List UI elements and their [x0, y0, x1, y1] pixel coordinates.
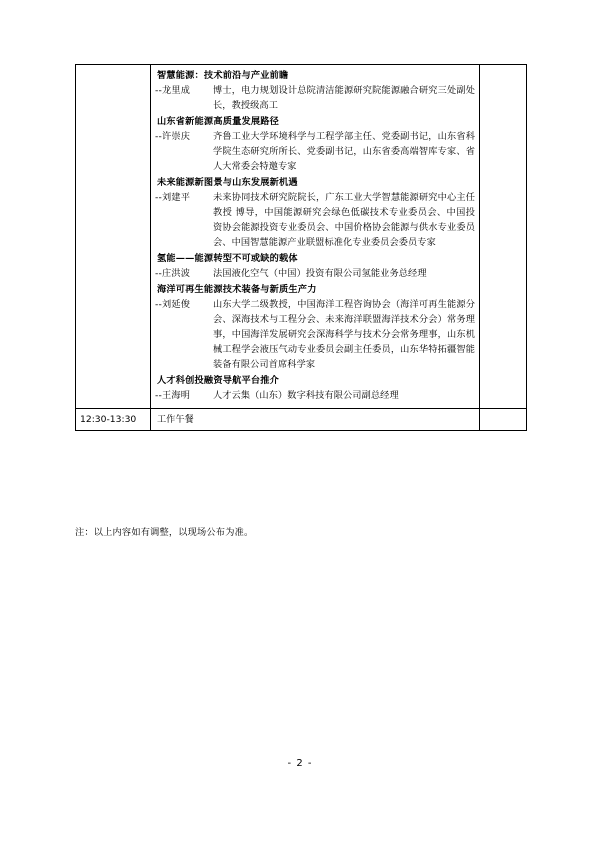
sessions-cell — [151, 65, 480, 409]
time-cell-empty — [76, 65, 151, 409]
speaker-name: --王海明 — [155, 390, 191, 401]
speaker-row — [155, 129, 475, 174]
speaker-description: 未来协同技术研究院院长，广东工业大学智慧能源研究中心主任 教授 博导，中国能源研究会绿色低碳技术专业委员会、中国投资协会能源投资专业委员会、中国价格协会能源与供水专业委员会、中国智慧能源产业联盟标准化专业委员会委员专家 — [213, 192, 475, 248]
speaker-row — [155, 388, 475, 403]
page-number: - 2 - — [287, 758, 313, 769]
session-title: 海洋可再生能源技术装备与新质生产力 — [157, 284, 317, 295]
session-title: 未来能源新图景与山东发展新机遇 — [157, 177, 298, 188]
speaker-name: --庄洪波 — [155, 268, 191, 279]
session-block — [155, 251, 475, 281]
speaker-name: --刘延俊 — [155, 299, 191, 310]
lunch-time: 12:30-13:30 — [80, 414, 137, 425]
session-block — [155, 373, 475, 403]
speaker-name: --刘建平 — [155, 192, 191, 203]
lunch-tail-cell — [480, 409, 527, 431]
speaker-row — [155, 266, 475, 281]
footnote: 注：以上内容如有调整，以现场公布为准。 — [75, 527, 254, 538]
speaker-row — [155, 297, 475, 372]
speaker-description: 人才云集（山东）数字科技有限公司副总经理 — [213, 390, 399, 401]
lunch-label-cell — [151, 409, 480, 431]
session-block — [155, 68, 475, 113]
speaker-name: --龙里成 — [155, 85, 191, 96]
speaker-description: 齐鲁工业大学环境科学与工程学部主任、党委副书记，山东省科学院生态研究所所长、党委副书记，山东省委高端智库专家、省人大常委会特邀专家 — [213, 131, 475, 172]
session-block — [155, 114, 475, 174]
speaker-row — [155, 83, 475, 113]
session-block — [155, 282, 475, 372]
session-title: 氢能——能源转型不可或缺的载体 — [157, 253, 298, 264]
speaker-description: 法国液化空气（中国）投资有限公司氢能业务总经理 — [213, 268, 427, 279]
session-block — [155, 175, 475, 250]
speaker-row — [155, 190, 475, 250]
table-row-lunch — [76, 409, 527, 431]
speaker-description: 山东大学二级教授，中国海洋工程咨询协会（海洋可再生能源分会、深海技术与工程分会、未来海洋联盟海洋技术分会）常务理事，中国海洋发展研究会深海科学与技术分会常务理事，山东机械工程学会液压气动专业委员会副主任委员，山东华特拓疆智能装备有限公司首席科学家 — [213, 299, 475, 370]
speaker-name: --许崇庆 — [155, 131, 191, 142]
agenda-table — [75, 64, 527, 431]
tail-cell-empty — [480, 65, 527, 409]
speaker-description: 博士，电力规划设计总院清洁能源研究院能源融合研究三处副处长，教授级高工 — [213, 85, 475, 111]
session-title: 智慧能源：技术前沿与产业前瞻 — [157, 70, 289, 81]
lunch-label: 工作午餐 — [157, 414, 194, 425]
table-row — [76, 65, 527, 409]
session-title: 山东省新能源高质量发展路径 — [157, 116, 280, 127]
lunch-time-cell — [76, 409, 151, 431]
session-title: 人才科创投融资导航平台推介 — [157, 375, 280, 386]
